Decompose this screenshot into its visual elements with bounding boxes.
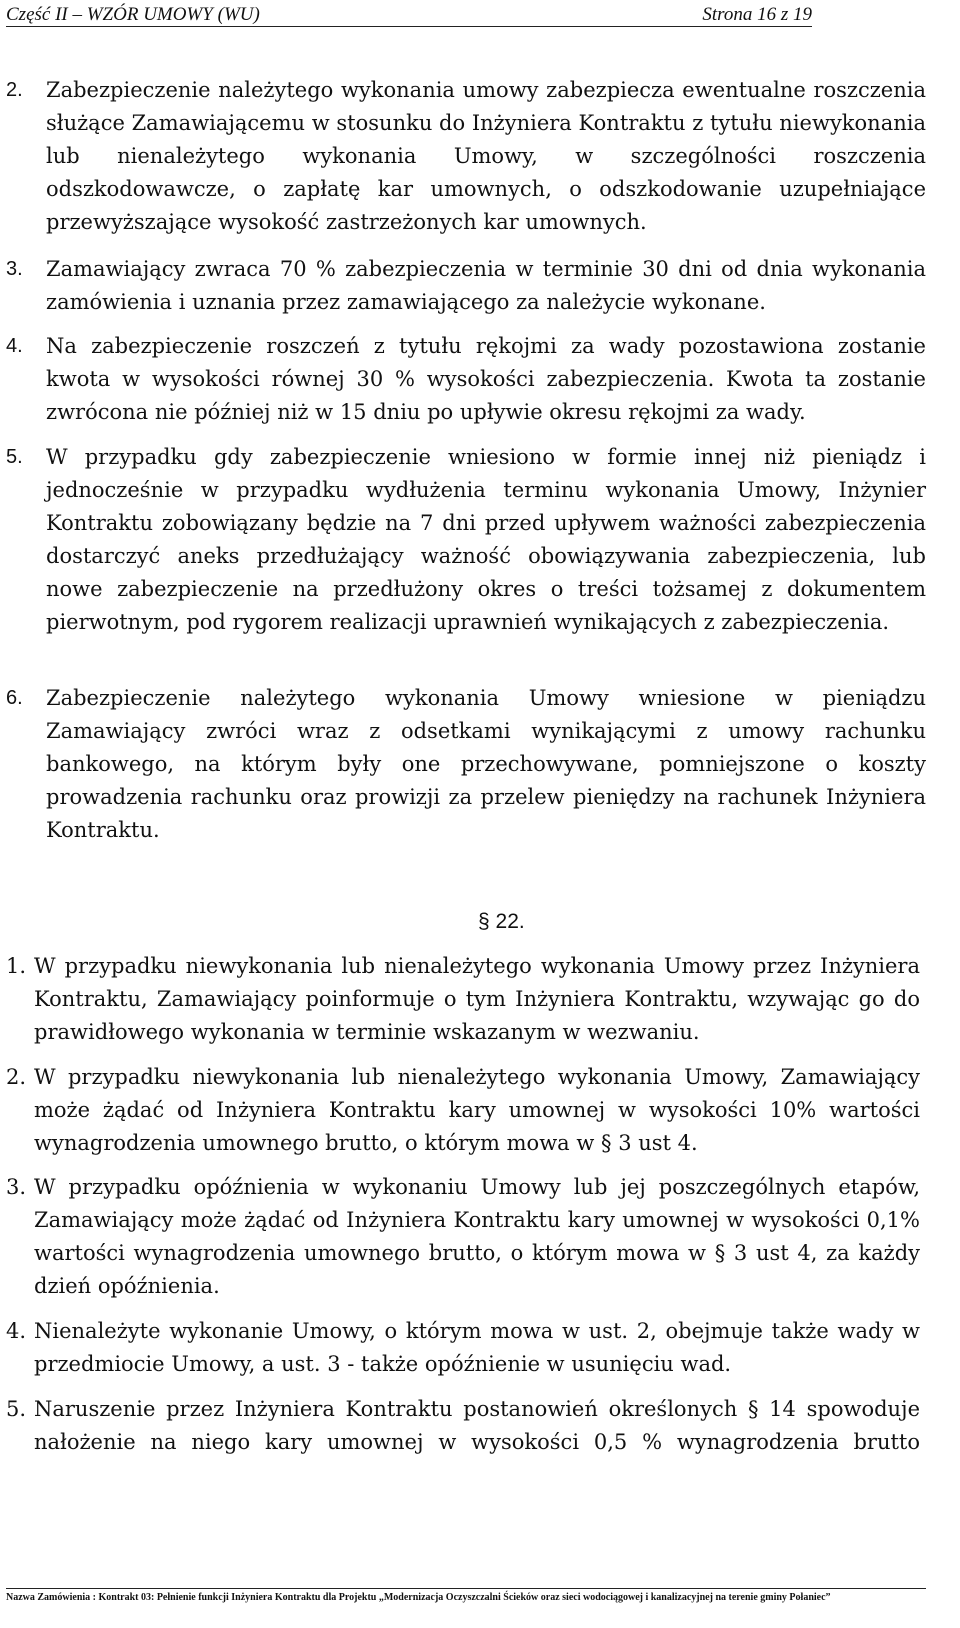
paragraph-text: Zabezpieczenie należytego wykonania umowy zabezpiecza ewentualne roszczenia służące Zamawiającemu w stosunku do Inżyniera Kontraktu z tytułu niewykonania lub nienależytego wykonania Umowy, w szczególności roszczenia odszkodowawcze, o zapłatę kar umownych, o odszkodowanie uzupełniające przewyższające wysokość zastrzeżonych kar umownych. xyxy=(46,78,926,234)
paragraph-text: W przypadku niewykonania lub nienależytego wykonania Umowy, Zamawiający może żądać od Inżyniera Kontraktu kary umownej w wysokości 10% wartości wynagrodzenia umownego brutto, o którym mowa w § 3 ust 4. xyxy=(34,1065,920,1155)
section-heading: § 22. xyxy=(478,910,525,933)
paragraph-text: Na zabezpieczenie roszczeń z tytułu rękojmi za wady pozostawiona zostanie kwota w wysokości równej 30 % wysokości zabezpieczenia. Kwota ta zostanie zwrócona nie później niż w 15 dniu po upływie okresu rękojmi za wady. xyxy=(46,334,926,424)
page-footer: Nazwa Zamówienia : Kontrakt 03: Pełnienie funkcji Inżyniera Kontraktu dla Projektu „Modernizacja Oczyszczalni Ścieków oraz sieci wodociągowej i kanalizacyjnej na terenie gminy Połaniec” xyxy=(6,1588,926,1605)
item-number: 5. xyxy=(6,1397,27,1421)
item-number: 2. xyxy=(6,1065,27,1089)
page-header xyxy=(6,4,812,27)
item-number: 2. xyxy=(6,79,23,101)
paragraph-text: W przypadku niewykonania lub nienależytego wykonania Umowy przez Inżyniera Kontraktu, Zamawiający poinformuje o tym Inżyniera Kontraktu, wzywając go do prawidłowego wykonania w terminie wskazanym w wezwaniu. xyxy=(34,954,920,1044)
document-part-title: Część II – WZÓR UMOWY (WU) xyxy=(6,4,260,25)
page-number: Strona 16 z 19 xyxy=(702,4,812,25)
paragraph-text: W przypadku gdy zabezpieczenie wniesiono w formie innej niż pieniądz i jednocześnie w przypadku wydłużenia terminu wykonania Umowy, Inżynier Kontraktu zobowiązany będzie na 7 dni przed upływem ważności zabezpieczenia dostarczyć aneks przedłużający ważność obowiązywania zabezpieczenia, lub nowe zabezpieczenie na przedłużony okres o treści tożsamej z dokumentem pierwotnym, pod rygorem realizacji uprawnień wynikających z zabezpieczenia. xyxy=(46,445,926,634)
item-number: 6. xyxy=(6,687,23,709)
item-number: 4. xyxy=(6,335,23,357)
paragraph-text: Nienależyte wykonanie Umowy, o którym mowa w ust. 2, obejmuje także wady w przedmiocie Umowy, a ust. 3 - także opóźnienie w usunięciu wad. xyxy=(34,1319,920,1376)
item-number: 3. xyxy=(6,1175,27,1199)
item-number: 4. xyxy=(6,1319,27,1343)
paragraph-text: Naruszenie przez Inżyniera Kontraktu postanowień określonych § 14 spowoduje nałożenie na niego kary umownej w wysokości 0,5 % wynagrodzenia brutto xyxy=(34,1397,920,1454)
item-number: 3. xyxy=(6,258,23,280)
paragraph-text: Zabezpieczenie należytego wykonania Umowy wniesione w pieniądzu Zamawiający zwróci wraz z odsetkami wynikającymi z umowy rachunku bankowego, na którym były one przechowywane, pomniejszone o koszty prowadzenia rachunku oraz prowizji za przelew pieniędzy na rachunek Inżyniera Kontraktu. xyxy=(46,686,926,842)
paragraph-text: W przypadku opóźnienia w wykonaniu Umowy lub jej poszczególnych etapów, Zamawiający może żądać od Inżyniera Kontraktu kary umownej w wysokości 0,1% wartości wynagrodzenia umownego brutto, o którym mowa w § 3 ust 4, za każdy dzień opóźnienia. xyxy=(34,1175,920,1298)
paragraph-text: Zamawiający zwraca 70 % zabezpieczenia w terminie 30 dni od dnia wykonania zamówienia i uznania przez zamawiającego za należycie wykonane. xyxy=(46,257,926,314)
item-number: 5. xyxy=(6,446,23,468)
item-number: 1. xyxy=(6,954,27,978)
